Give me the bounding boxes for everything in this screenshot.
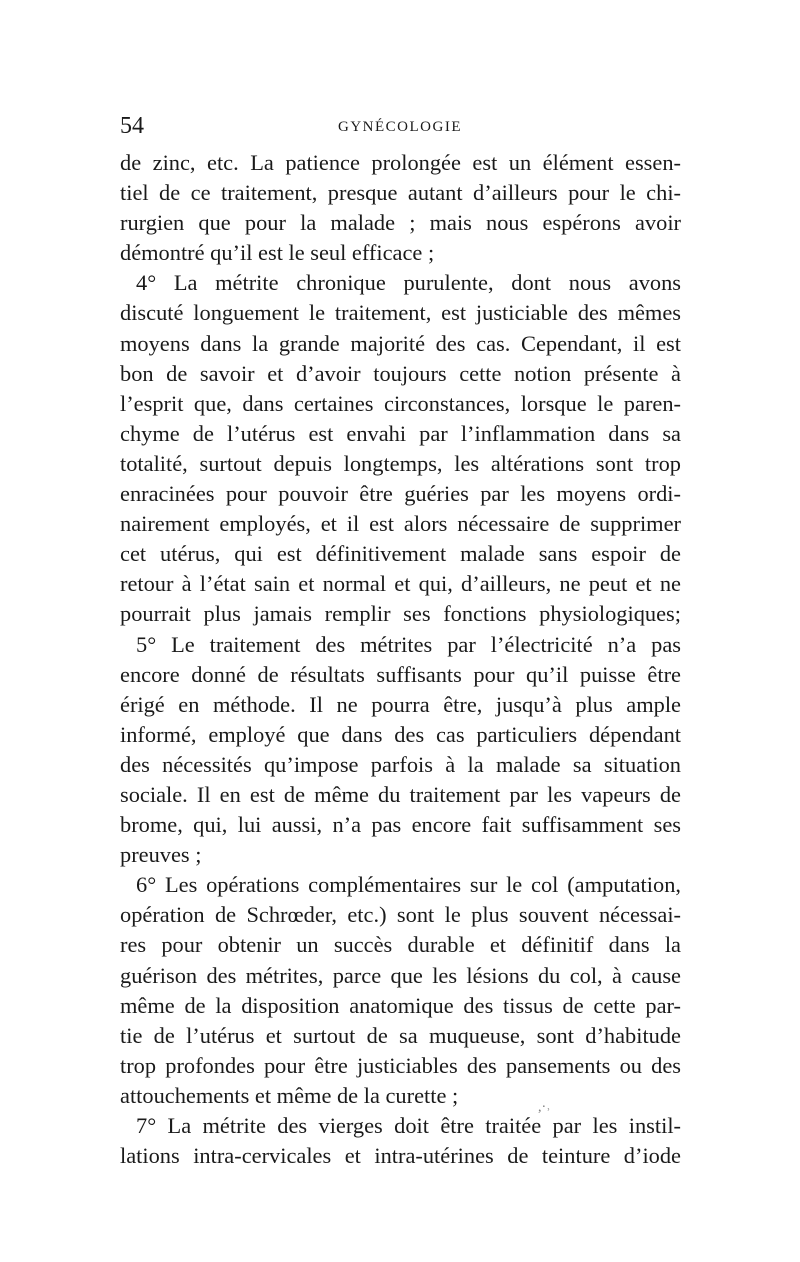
text-line: 6° Les opérations complémentaires sur le col (amputation, (136, 872, 681, 898)
text-line: rurgien que pour la malade ; mais nous espérons avoir (120, 210, 681, 236)
text-line: totalité, surtout depuis longtemps, les altérations sont trop (120, 450, 681, 476)
text-line: brome, qui, lui aussi, n’a pas encore fait suffisamment ses (120, 812, 681, 838)
text-line: retour à l’état sain et normal et qui, d’ailleurs, ne peut et ne (120, 571, 681, 597)
text-line: lations intra-cervicales et intra-utérines de teinture d’iode (120, 1143, 681, 1169)
text-line: res pour obtenir un succès durable et définitif dans la (120, 932, 681, 958)
text-line: bon de savoir et d’avoir toujours cette notion présente à (120, 360, 681, 386)
text-line: 5° Le traitement des métrites par l’électricité n’a pas (136, 631, 681, 657)
stray-ink-mark: ,·˒ (538, 1100, 551, 1115)
text-line: tiel de ce traitement, presque autant d’ailleurs pour le chi- (120, 180, 681, 206)
text-line: chyme de l’utérus est envahi par l’inflammation dans sa (120, 420, 681, 446)
text-line: de zinc, etc. La patience prolongée est un élément essen- (120, 150, 681, 175)
text-line: l’esprit que, dans certaines circonstances, lorsque le paren- (120, 390, 681, 416)
text-line: même de la disposition anatomique des tissus de cette par- (120, 992, 681, 1018)
text-line: guérison des métrites, parce que les lésions du col, à cause (120, 962, 681, 988)
text-line: nairement employés, et il est alors nécessaire de supprimer (120, 511, 681, 537)
text-line: sociale. Il en est de même du traitement par les vapeurs de (120, 781, 681, 807)
text-line: tie de l’utérus et surtout de sa muqueuse, sont d’habitude (120, 1022, 681, 1048)
text-line: des nécessités qu’impose parfois à la malade sa situation (120, 751, 681, 777)
text-line: opération de Schrœder, etc.) sont le plus souvent nécessai- (120, 902, 681, 928)
running-title: GYNÉCOLOGIE (338, 119, 462, 135)
text-line: pourrait plus jamais remplir ses fonctions physiologiques; (120, 601, 681, 627)
text-line: 7° La métrite des vierges doit être traitée par les instil- (136, 1113, 681, 1138)
body-text (120, 148, 681, 1171)
text-line: trop profondes pour être justiciables des pansements ou des (120, 1052, 681, 1078)
page-number: 54 (120, 113, 144, 139)
text-line: attouchements et même de la curette ; (120, 1082, 459, 1108)
text-line: informé, employé que dans des cas particuliers dépendant (120, 721, 681, 747)
text-line: enracinées pour pouvoir être guéries par les moyens ordi- (120, 481, 681, 507)
text-line: discuté longuement le traitement, est justiciable des mêmes (120, 300, 681, 326)
text-line: preuves ; (120, 842, 202, 868)
text-line: encore donné de résultats suffisants pour qu’il puisse être (120, 661, 681, 687)
text-line: 4° La métrite chronique purulente, dont nous avons (136, 270, 681, 296)
text-line: cet utérus, qui est définitivement malade sans espoir de (120, 541, 681, 567)
text-line: érigé en méthode. Il ne pourra être, jusqu’à plus ample (120, 691, 681, 717)
text-line: démontré qu’il est le seul efficace ; (120, 240, 435, 266)
text-line: moyens dans la grande majorité des cas. Cependant, il est (120, 330, 681, 356)
